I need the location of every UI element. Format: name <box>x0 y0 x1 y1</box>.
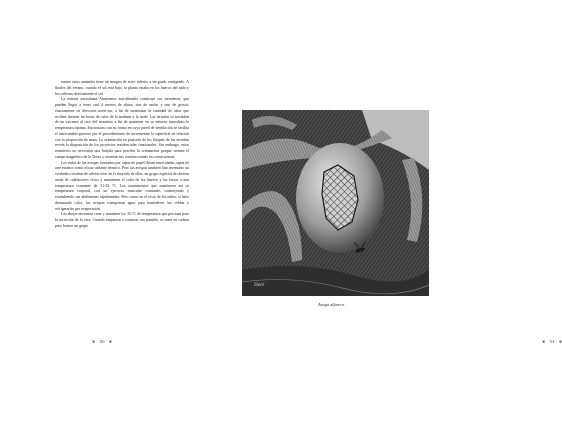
figure-caption: Avispa alfarera. <box>318 302 345 307</box>
ornament-left-icon: ❦ <box>92 339 96 344</box>
ornament-right-icon: ❦ <box>558 339 562 344</box>
paragraph: natura estos animales tiene un margen de error inferior a un grado centígrado. A finales del verano, cuando el sol está bajo, la planta estaba en los huecos del nido y los calienta directamente el sol. <box>55 80 189 96</box>
engraving-illustration <box>242 110 429 296</box>
page-number-right <box>542 339 562 344</box>
signature: Doré <box>254 283 265 288</box>
paragraph: La termita australiana Amitermes meridionalis construye sus termiteros, que pueden llegar a tener casi 4 metros de altura, tras de ancho y uno de grosor, exactamente en dirección norte-sur, a fin de minimizar la cantidad de calor que reciben durante las horas de calor de la mañana y la tarde. Las termitas se trasladan de un extremo al otro del termitero a fin de mantener en su entorno inmediato la temperatura óptima. Estructuras con su forma en cuya pared de ventilación se facilita el intercambio gaseoso por el procedimiento de incrementar la superficie en relación con la proporción de masa. La orientación en posición de los bloques de las termitas revela la disposición de los proyectos residenciales funcionales. Sin embargo, estos termiteros no necesitan una brújula para percibir la orientación porque sienten el campo magnético de la Tierra y orientan sus construcciones en consecuencia. <box>55 97 189 159</box>
page-number: 51 <box>549 339 555 344</box>
ornament-right-icon: ❦ <box>108 339 113 344</box>
page-number: 50 <box>99 339 105 344</box>
page-number-left <box>92 339 112 344</box>
paragraph: Los nidos de las avispas formados por capas de papel llevan intercaladas capas de aire estanco como eficaz aislante térmico. Pero las avispas también han inventado un verdadero sistema de calefacción: en la mayoría de ellas, un grupo especial de obreras actúa de calefactores vivos y mantienen el calor de los huevos y las larvas a una temperatura constante de 31-33 °C. Los instrumentos que mantienen así su temperatura corporal, con un ejercicio muscular constante, contrayendo y extendiendo sus abdómenes rápidamente. Pero como en el resto de los nidos, si hace demasiado calor, las avispas transportan agua para humedecer las celdas y refrigerarlas por evaporación. <box>55 160 189 211</box>
right-page <box>224 0 562 448</box>
left-page <box>0 0 224 448</box>
paragraph: Las abejas necesitan crear y mantener los 35 °C de temperatura que precisan para la secreción de la cera. Cuando empiezan a construir sus panales, se unen en cadena para formar un grupo <box>55 212 189 228</box>
ornament-left-icon: ❦ <box>542 339 546 344</box>
body-text <box>55 80 189 230</box>
